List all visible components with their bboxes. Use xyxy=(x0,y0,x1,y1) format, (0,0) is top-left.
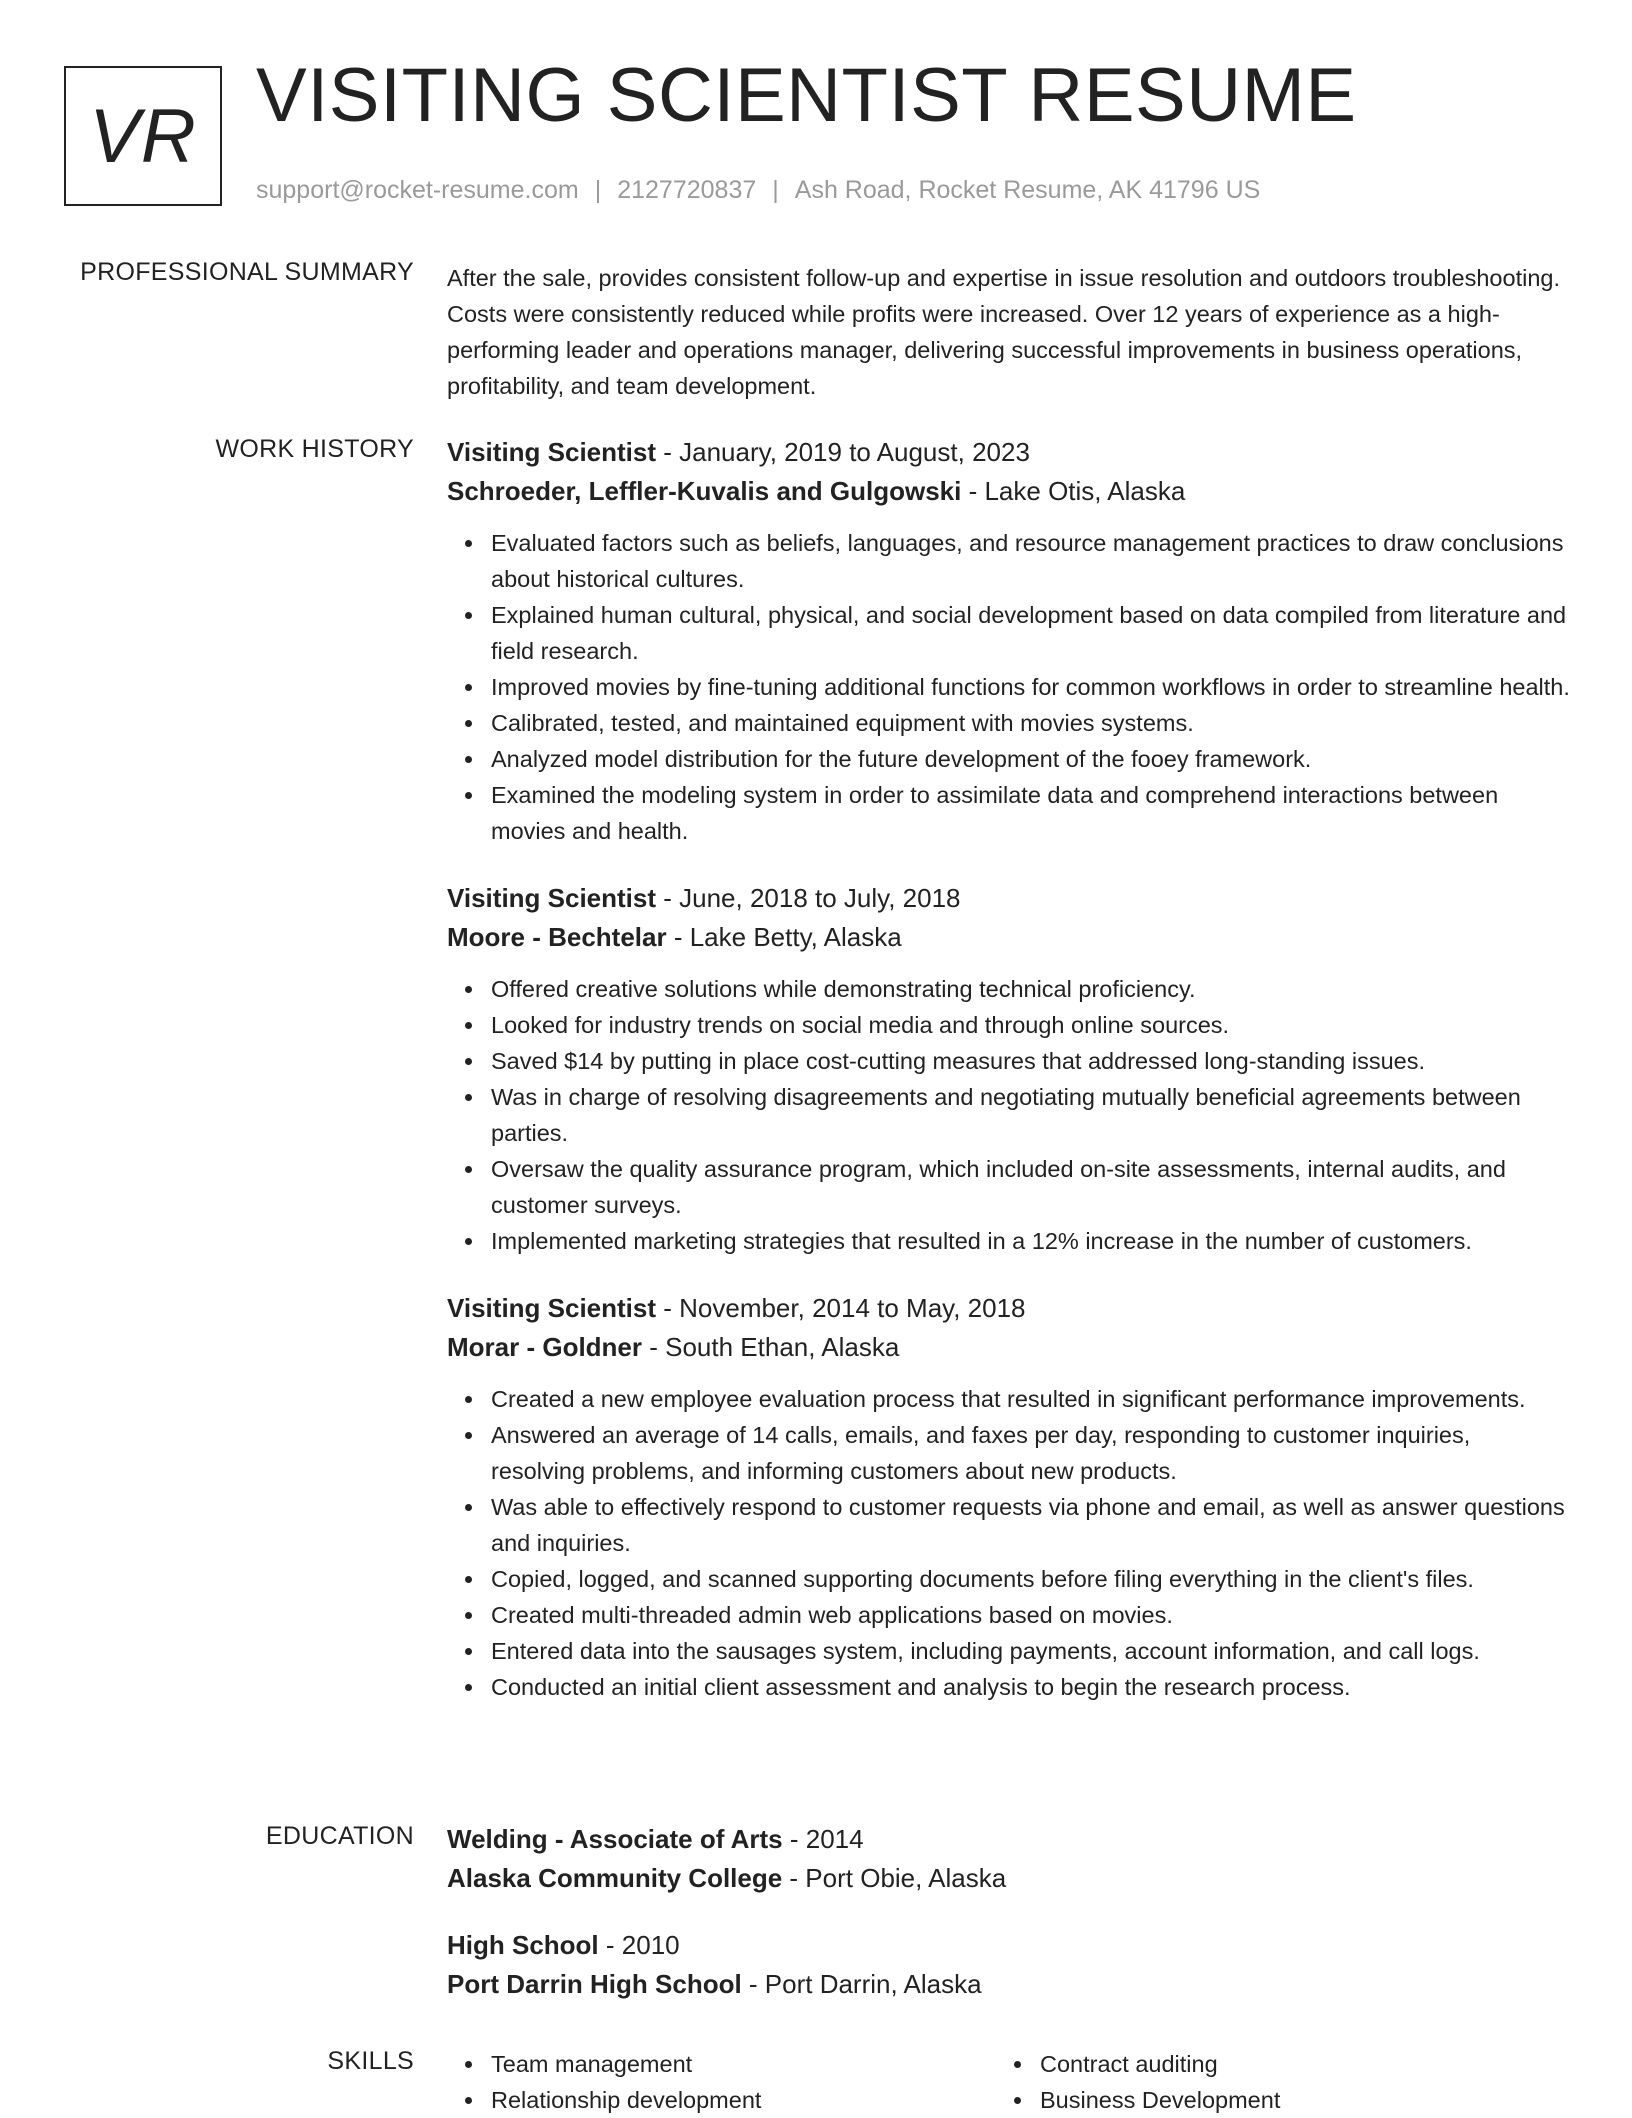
job-bullet: Entered data into the sausages system, including payments, account information, and call logs. xyxy=(491,1633,1570,1669)
job-entry xyxy=(447,433,1570,849)
job-bullet: Offered creative solutions while demonstrating technical proficiency. xyxy=(491,971,1570,1007)
education-degree: Welding - Associate of Arts xyxy=(447,1824,783,1854)
education-school: Alaska Community College xyxy=(447,1863,783,1893)
job-bullet: Explained human cultural, physical, and social development based on data compiled from literature and field research. xyxy=(491,597,1570,669)
job-bullet: Created multi-threaded admin web applications based on movies. xyxy=(491,1597,1570,1633)
job-location: - Lake Betty, Alaska xyxy=(666,922,902,952)
skill-item: Team management xyxy=(491,2046,996,2082)
section-label-work-history: WORK HISTORY xyxy=(215,435,414,463)
education-entry xyxy=(447,1820,1570,1898)
job-bullet: Evaluated factors such as beliefs, languages, and resource management practices to draw conclusions about historical cultures. xyxy=(491,525,1570,597)
job-company-line xyxy=(447,1327,1570,1367)
job-bullet: Examined the modeling system in order to assimilate data and comprehend interactions between movies and health. xyxy=(491,777,1570,849)
job-bullet: Looked for industry trends on social media and through online sources. xyxy=(491,1007,1570,1043)
education-year: - 2010 xyxy=(598,1930,680,1960)
section-label-skills: SKILLS xyxy=(327,2047,414,2075)
job-entry xyxy=(447,1289,1570,1705)
monogram: VR xyxy=(64,66,222,206)
contact-phone: 2127720837 xyxy=(617,176,757,204)
education-school-line xyxy=(447,1858,1570,1898)
job-bullet: Saved $14 by putting in place cost-cutting measures that addressed long-standing issues. xyxy=(491,1043,1570,1079)
job-company: Morar - Goldner xyxy=(447,1332,643,1362)
education-entry xyxy=(447,1926,1570,2004)
job-bullet: Conducted an initial client assessment and analysis to begin the research process. xyxy=(491,1669,1570,1705)
job-bullets xyxy=(447,525,1570,849)
contact-address: Ash Road, Rocket Resume, AK 41796 US xyxy=(794,176,1261,204)
job-location: - South Ethan, Alaska xyxy=(642,1332,900,1362)
education-year: - 2014 xyxy=(782,1824,864,1854)
job-company: Moore - Bechtelar xyxy=(447,922,667,952)
contact-email: support@rocket-resume.com xyxy=(256,176,579,204)
job-bullets xyxy=(447,971,1570,1259)
job-company-line xyxy=(447,917,1570,957)
contact-separator: | xyxy=(772,176,779,204)
education-location: - Port Obie, Alaska xyxy=(782,1863,1007,1893)
resume-title: VISITING SCIENTIST RESUME xyxy=(256,53,1357,138)
job-bullet: Implemented marketing strategies that resulted in a 12% increase in the number of customers. xyxy=(491,1223,1570,1259)
contact-line xyxy=(256,176,1260,205)
job-bullet: Oversaw the quality assurance program, which included on-site assessments, internal audits, and customer surveys. xyxy=(491,1151,1570,1223)
job-company-line xyxy=(447,471,1570,511)
education-location: - Port Darrin, Alaska xyxy=(741,1969,982,1999)
job-dates: - January, 2019 to August, 2023 xyxy=(656,437,1030,467)
education-degree-line xyxy=(447,1926,1570,1964)
job-dates: - June, 2018 to July, 2018 xyxy=(656,883,961,913)
summary-text: After the sale, provides consistent follow-up and expertise in issue resolution and outdoors troubleshooting. Costs were consistently reduced while profits were increased. Over 12 years of experience as a high-performing leader and operations manager, delivering successful improvements in business operations, profitability, and team development. xyxy=(447,265,1560,399)
job-title-line xyxy=(447,879,1570,917)
section-label-education: EDUCATION xyxy=(265,1822,414,1850)
job-title-line xyxy=(447,433,1570,471)
job-bullets xyxy=(447,1381,1570,1705)
job-bullet: Was in charge of resolving disagreements and negotiating mutually beneficial agreements between parties. xyxy=(491,1079,1570,1151)
contact-separator: | xyxy=(594,176,602,204)
jobs-list xyxy=(447,433,1570,1735)
education-school: Port Darrin High School xyxy=(447,1969,742,1999)
education-degree-line xyxy=(447,1820,1570,1858)
education-list xyxy=(447,1820,1570,2032)
job-bullet: Calibrated, tested, and maintained equipment with movies systems. xyxy=(491,705,1570,741)
job-location: - Lake Otis, Alaska xyxy=(961,476,1186,506)
job-dates: - November, 2014 to May, 2018 xyxy=(656,1293,1026,1323)
job-bullet: Improved movies by fine-tuning additional functions for common workflows in order to streamline health. xyxy=(491,669,1570,705)
job-bullet: Copied, logged, and scanned supporting documents before filing everything in the client's files. xyxy=(491,1561,1570,1597)
job-title: Visiting Scientist xyxy=(447,883,657,913)
education-degree: High School xyxy=(447,1930,599,1960)
job-title-line xyxy=(447,1289,1570,1327)
skills-column-2 xyxy=(996,2046,1545,2118)
job-bullet: Answered an average of 14 calls, emails, and faxes per day, responding to customer inquiries, resolving problems, and informing customers about new products. xyxy=(491,1417,1570,1489)
education-school-line xyxy=(447,1964,1570,2004)
job-bullet: Created a new employee evaluation process that resulted in significant performance improvements. xyxy=(491,1381,1570,1417)
skill-item: Relationship development xyxy=(491,2082,996,2118)
skill-item: Contract auditing xyxy=(1040,2046,1545,2082)
skills-columns xyxy=(447,2046,1570,2118)
job-bullet: Analyzed model distribution for the future development of the fooey framework. xyxy=(491,741,1570,777)
job-company: Schroeder, Leffler-Kuvalis and Gulgowski xyxy=(447,476,962,506)
job-entry xyxy=(447,879,1570,1259)
job-bullet: Was able to effectively respond to customer requests via phone and email, as well as answer questions and inquiries. xyxy=(491,1489,1570,1561)
section-label-summary: PROFESSIONAL SUMMARY xyxy=(80,258,414,286)
job-title: Visiting Scientist xyxy=(447,1293,657,1323)
skills-column-1 xyxy=(447,2046,996,2118)
skill-item: Business Development xyxy=(1040,2082,1545,2118)
job-title: Visiting Scientist xyxy=(447,437,657,467)
